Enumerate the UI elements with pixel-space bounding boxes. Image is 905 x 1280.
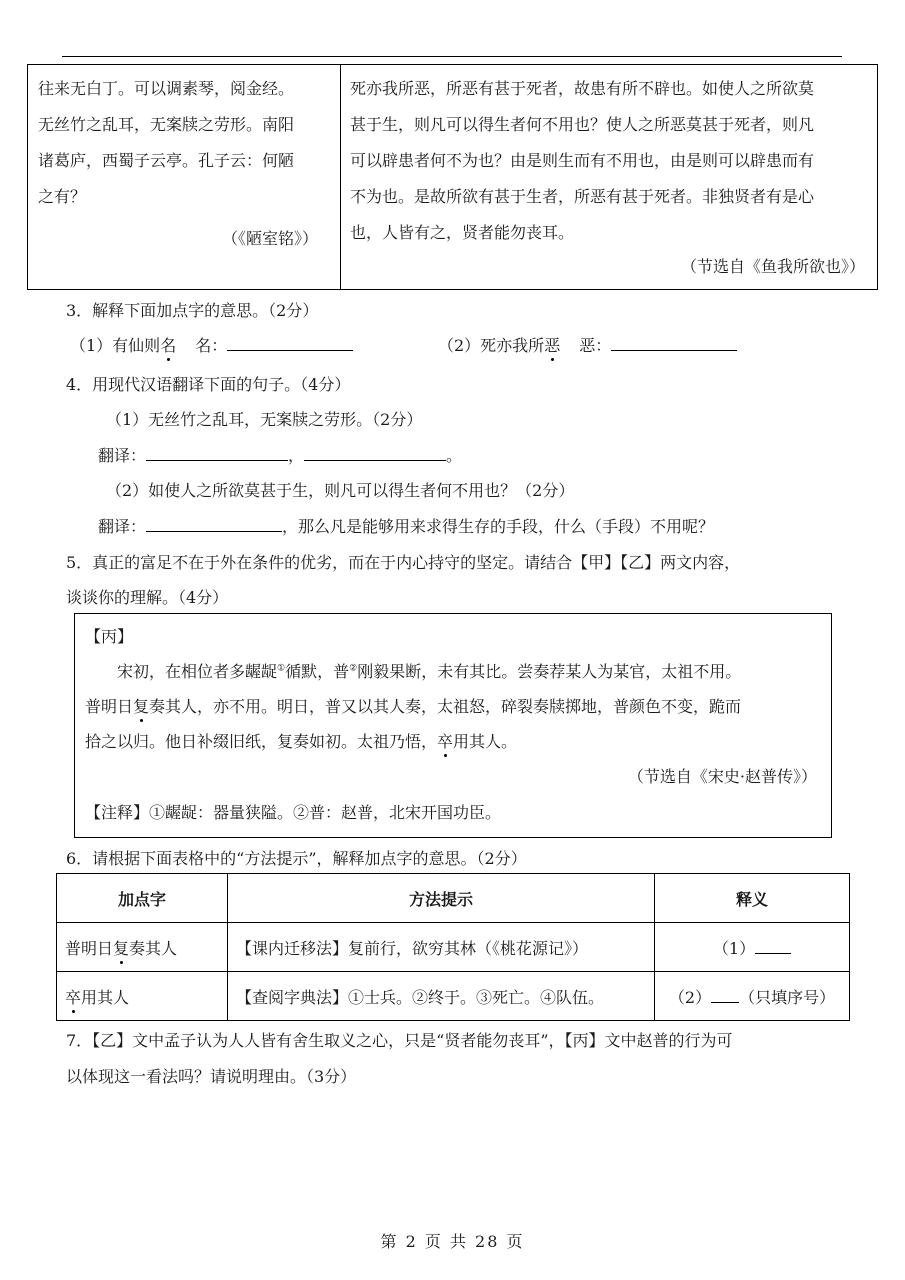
text-run: 用其人 (81, 987, 130, 1007)
dotted-char: 恶 (544, 336, 561, 355)
passage-yi (350, 71, 870, 251)
question-5-line-1: 5．真正的富足不在于外在条件的优劣，而在于内心持守的坚定。请结合【甲】【乙】两文内容， (66, 553, 741, 572)
passage-bing-title: 【丙】 (85, 627, 134, 646)
header-rule (62, 56, 842, 57)
answer-blank[interactable] (146, 446, 288, 461)
dotted-char: 卒 (437, 732, 454, 751)
text-run: （2） (668, 987, 712, 1007)
translate-label: 翻译： (98, 446, 147, 465)
passage-line: 诸葛庐，西蜀子云亭。孔子云：何陋 (38, 151, 295, 170)
column-divider (340, 65, 341, 289)
passage-line: 往来无白丁。可以调素琴，阅金经。 (38, 79, 295, 98)
table-cell: 【课内迁移法】复前行，欲穷其林（《桃花源记》） (228, 923, 655, 972)
dotted-char: 复 (113, 938, 130, 958)
question-7-line-1: 7．【乙】文中孟子认为人人皆有舍生取义之心，只是“贤者能勿丧耳”，【丙】文中赵普的行为可 (66, 1031, 733, 1050)
question-4-translation-1 (98, 443, 462, 466)
column-header: 加点字 (57, 874, 228, 923)
dotted-char: 名 (160, 336, 177, 355)
text-run: 宋初，在相位者多龌龊 (117, 662, 278, 681)
answer-blank[interactable] (611, 336, 737, 351)
dotted-char: 复 (133, 697, 150, 716)
passage-line (117, 659, 741, 682)
q3-p2-label: 恶： (579, 336, 612, 355)
table-row (57, 972, 850, 1021)
question-4-translation-2 (98, 514, 714, 537)
q3-p2-prefix: （2）死亦我所 (438, 336, 545, 355)
question-6-stem: 6．请根据下面表格中的“方法提示”，解释加点字的意思。（2分） (66, 849, 527, 868)
question-4-stem: 4．用现代汉语翻译下面的句子。（4分） (66, 375, 351, 394)
passage-line: 甚于生，则凡可以得生者何不用也？使人之所恶莫甚于死者，则凡 (350, 115, 815, 134)
reading-passage-box (27, 64, 878, 290)
table-cell (57, 923, 228, 972)
table-row (57, 923, 850, 972)
table-header-row (57, 874, 850, 923)
answer-blank[interactable] (304, 446, 446, 461)
footnote-mark: ② (349, 663, 358, 674)
dotted-char: 卒 (65, 987, 82, 1007)
question-4-sentence-1: （1）无丝竹之乱耳，无案牍之劳形。（2分） (106, 410, 423, 429)
passage-line: 死亦我所恶，所恶有甚于死者，故患有所不辟也。如使人之所欲莫 (350, 79, 815, 98)
text-run: 普明日 (65, 938, 114, 958)
column-header: 释义 (655, 874, 850, 923)
table-cell: 【查阅字典法】①士兵。②终于。③死亡。④队伍。 (228, 972, 655, 1021)
question-7-line-2: 以体现这一看法吗？请说明理由。（3分） (66, 1067, 357, 1086)
answer-blank[interactable] (755, 939, 791, 954)
passage-line: 之有？ (38, 187, 87, 206)
text-run: 循默，普 (285, 662, 350, 681)
passage-bing-box (74, 613, 832, 838)
passage-line (85, 694, 741, 717)
footnote-mark: ① (277, 663, 286, 674)
passage-line: 不为也。是故所欲有甚于生者，所恶有甚于死者。非独贤者有是心 (350, 187, 815, 206)
answer-blank[interactable] (711, 988, 739, 1003)
passage-line: 也，人皆有之，贤者能勿丧耳。 (350, 223, 575, 242)
passage-line (85, 729, 517, 752)
table-cell (655, 923, 850, 972)
column-header: 方法提示 (228, 874, 655, 923)
text-run: 拾之以归。他日补缀旧纸，复奏如初。太祖乃悟， (85, 732, 438, 751)
q3-p1-prefix: （1）有仙则 (70, 336, 161, 355)
q3-p1-label: 名： (195, 336, 228, 355)
punctuation: ， (288, 446, 305, 465)
question-3-part-1 (70, 333, 353, 356)
text-run: 奏其人，亦不用。明日，普又以其人奏，太祖怒，碎裂奏牍掷地，普颜色不变，跪而 (149, 697, 742, 716)
table-cell (57, 972, 228, 1021)
passage-line: 可以辟患者何不为也？由是则生而有不用也，由是则可以辟患而有 (350, 151, 815, 170)
question-3-stem: 3．解释下面加点字的意思。（2分） (66, 301, 319, 320)
text-run: （只填序号） (739, 987, 836, 1007)
text-run: （1） (712, 938, 756, 958)
passage-source: （节选自《鱼我所欲也》） (680, 257, 865, 276)
page-footer: 第 2 页 共 28 页 (380, 1232, 525, 1251)
punctuation: 。 (446, 446, 463, 465)
question-3-part-2 (438, 333, 737, 356)
table-cell (655, 972, 850, 1021)
text-run: 普明日 (85, 697, 134, 716)
text-run: 奏其人 (129, 938, 178, 958)
question-5-line-2: 谈谈你的理解。（4分） (66, 588, 229, 607)
passage-line: 无丝竹之乱耳，无案牍之劳形。南阳 (38, 115, 295, 134)
answer-blank[interactable] (146, 517, 282, 532)
translate-label: 翻译： (98, 517, 147, 536)
text-run: 用其人。 (453, 732, 518, 751)
question-4-sentence-2: （2）如使人之所欲莫甚于生，则凡可以得生者何不用也？（2分） (106, 481, 575, 500)
passage-jia (38, 71, 328, 248)
passage-note: 【注释】①龌龊：器量狭隘。②普：赵普，北宋开国功臣。 (85, 803, 502, 822)
passage-source: （《陋室铭》） (222, 229, 319, 248)
method-table (56, 873, 850, 1021)
text-run: 刚毅果断，未有其比。尝奏荐某人为某官，太祖不用。 (357, 662, 742, 681)
answer-blank[interactable] (227, 336, 353, 351)
translation-tail: ，那么凡是能够用来求得生存的手段，什么（手段）不用呢？ (282, 517, 715, 536)
passage-source: （节选自《宋史·赵普传》） (627, 767, 817, 786)
